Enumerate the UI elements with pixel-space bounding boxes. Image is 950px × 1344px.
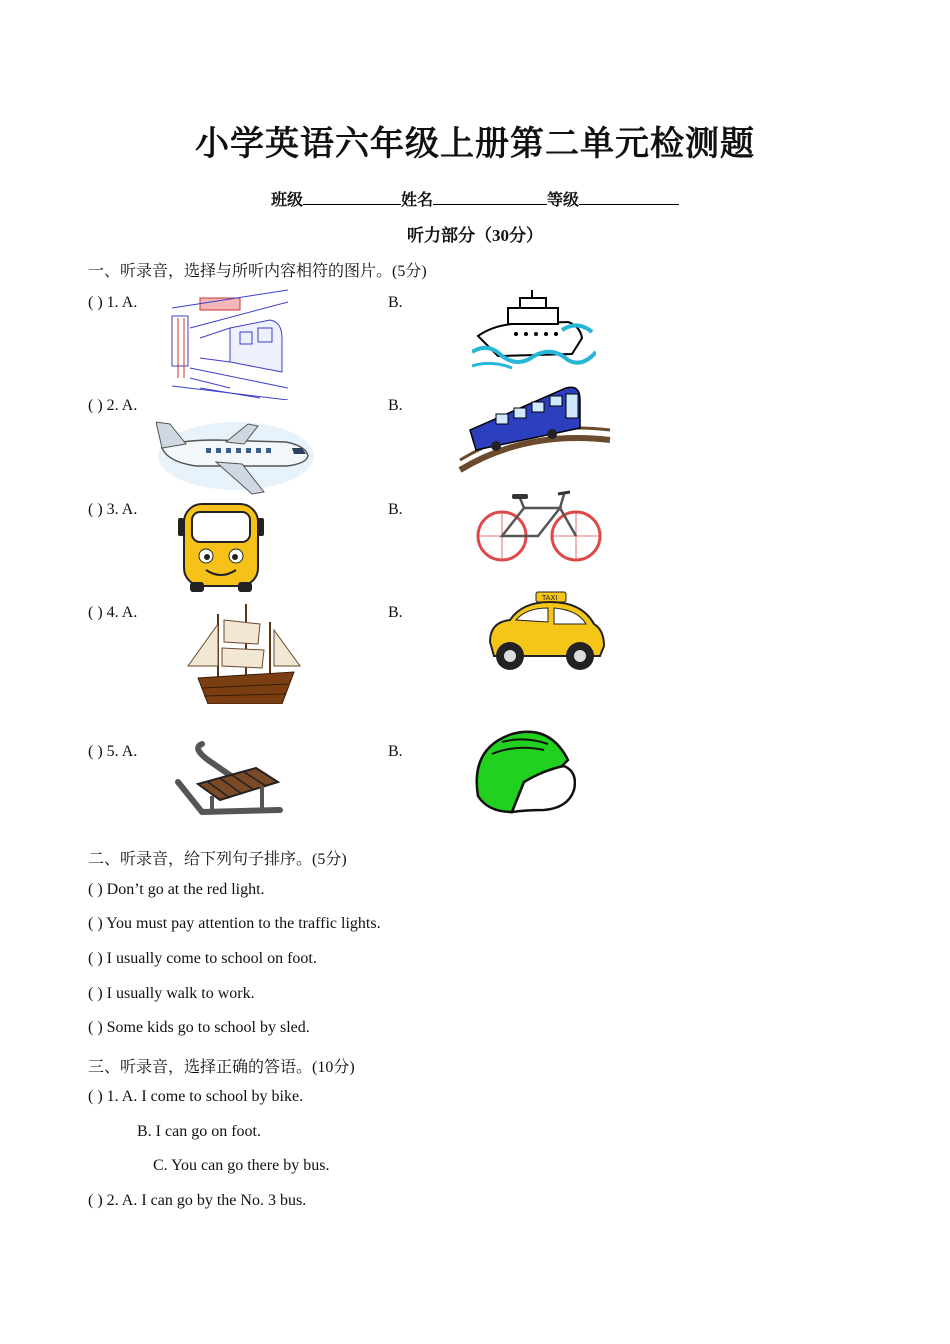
sentence-item: ( ) Don’t go at the red light. [88, 881, 265, 898]
q4-label: ( ) 4. A. [88, 604, 138, 621]
taxi-picture [486, 590, 606, 674]
sentence-item: ( ) Some kids go to school by sled. [88, 1019, 310, 1036]
name-label: 姓名 [400, 190, 433, 209]
cruise-ship-picture [472, 290, 596, 374]
page-title: 小学英语六年级上册第二单元检测题 [195, 124, 755, 164]
q5-b-label: B. [388, 743, 403, 760]
section3-heading: 三、听录音，选择正确的答语。(10分) [88, 1059, 355, 1076]
bicycle-picture [474, 488, 604, 564]
class-label: 班级 [270, 190, 303, 209]
class-blank[interactable] [303, 188, 401, 205]
q2-option-a: ( ) 2. A. I can go by the No. 3 bus. [88, 1192, 307, 1209]
q3-label: ( ) 3. A. [88, 501, 138, 518]
q1-b-label: B. [388, 294, 403, 311]
q4-b-label: B. [388, 604, 403, 621]
subway-train-picture [170, 288, 288, 400]
helmet-picture [472, 726, 576, 818]
q2-b-label: B. [388, 397, 403, 414]
grade-label: 等级 [547, 190, 580, 209]
q1-option-a: ( ) 1. A. I come to school by bike. [88, 1088, 304, 1105]
listening-header: 听力部分（30分） [407, 226, 543, 245]
sentence-item: ( ) I usually come to school on foot. [88, 950, 317, 967]
section1-heading: 一、听录音，选择与所听内容相符的图片。(5分) [88, 263, 427, 280]
q3-b-label: B. [388, 501, 403, 518]
train-picture [456, 380, 614, 476]
name-blank[interactable] [433, 188, 547, 205]
q1-option-b: B. I can go on foot. [137, 1123, 261, 1140]
q2-label: ( ) 2. A. [88, 397, 138, 414]
q5-label: ( ) 5. A. [88, 743, 138, 760]
sentence-item: ( ) You must pay attention to the traffic lights. [88, 915, 381, 932]
sailing-ship-picture [184, 600, 302, 704]
q1-option-c: C. You can go there by bus. [153, 1157, 330, 1174]
sentence-item: ( ) I usually walk to work. [88, 985, 255, 1002]
sled-picture [172, 738, 288, 820]
section2-heading: 二、听录音，给下列句子排序。(5分) [88, 851, 347, 868]
bus-picture [176, 500, 266, 594]
svg-text:TAXI: TAXI [542, 594, 558, 602]
q1-label: ( ) 1. A. [88, 294, 138, 311]
grade-blank[interactable] [579, 188, 679, 205]
student-info-line [0, 187, 950, 210]
airplane-picture [156, 416, 316, 496]
